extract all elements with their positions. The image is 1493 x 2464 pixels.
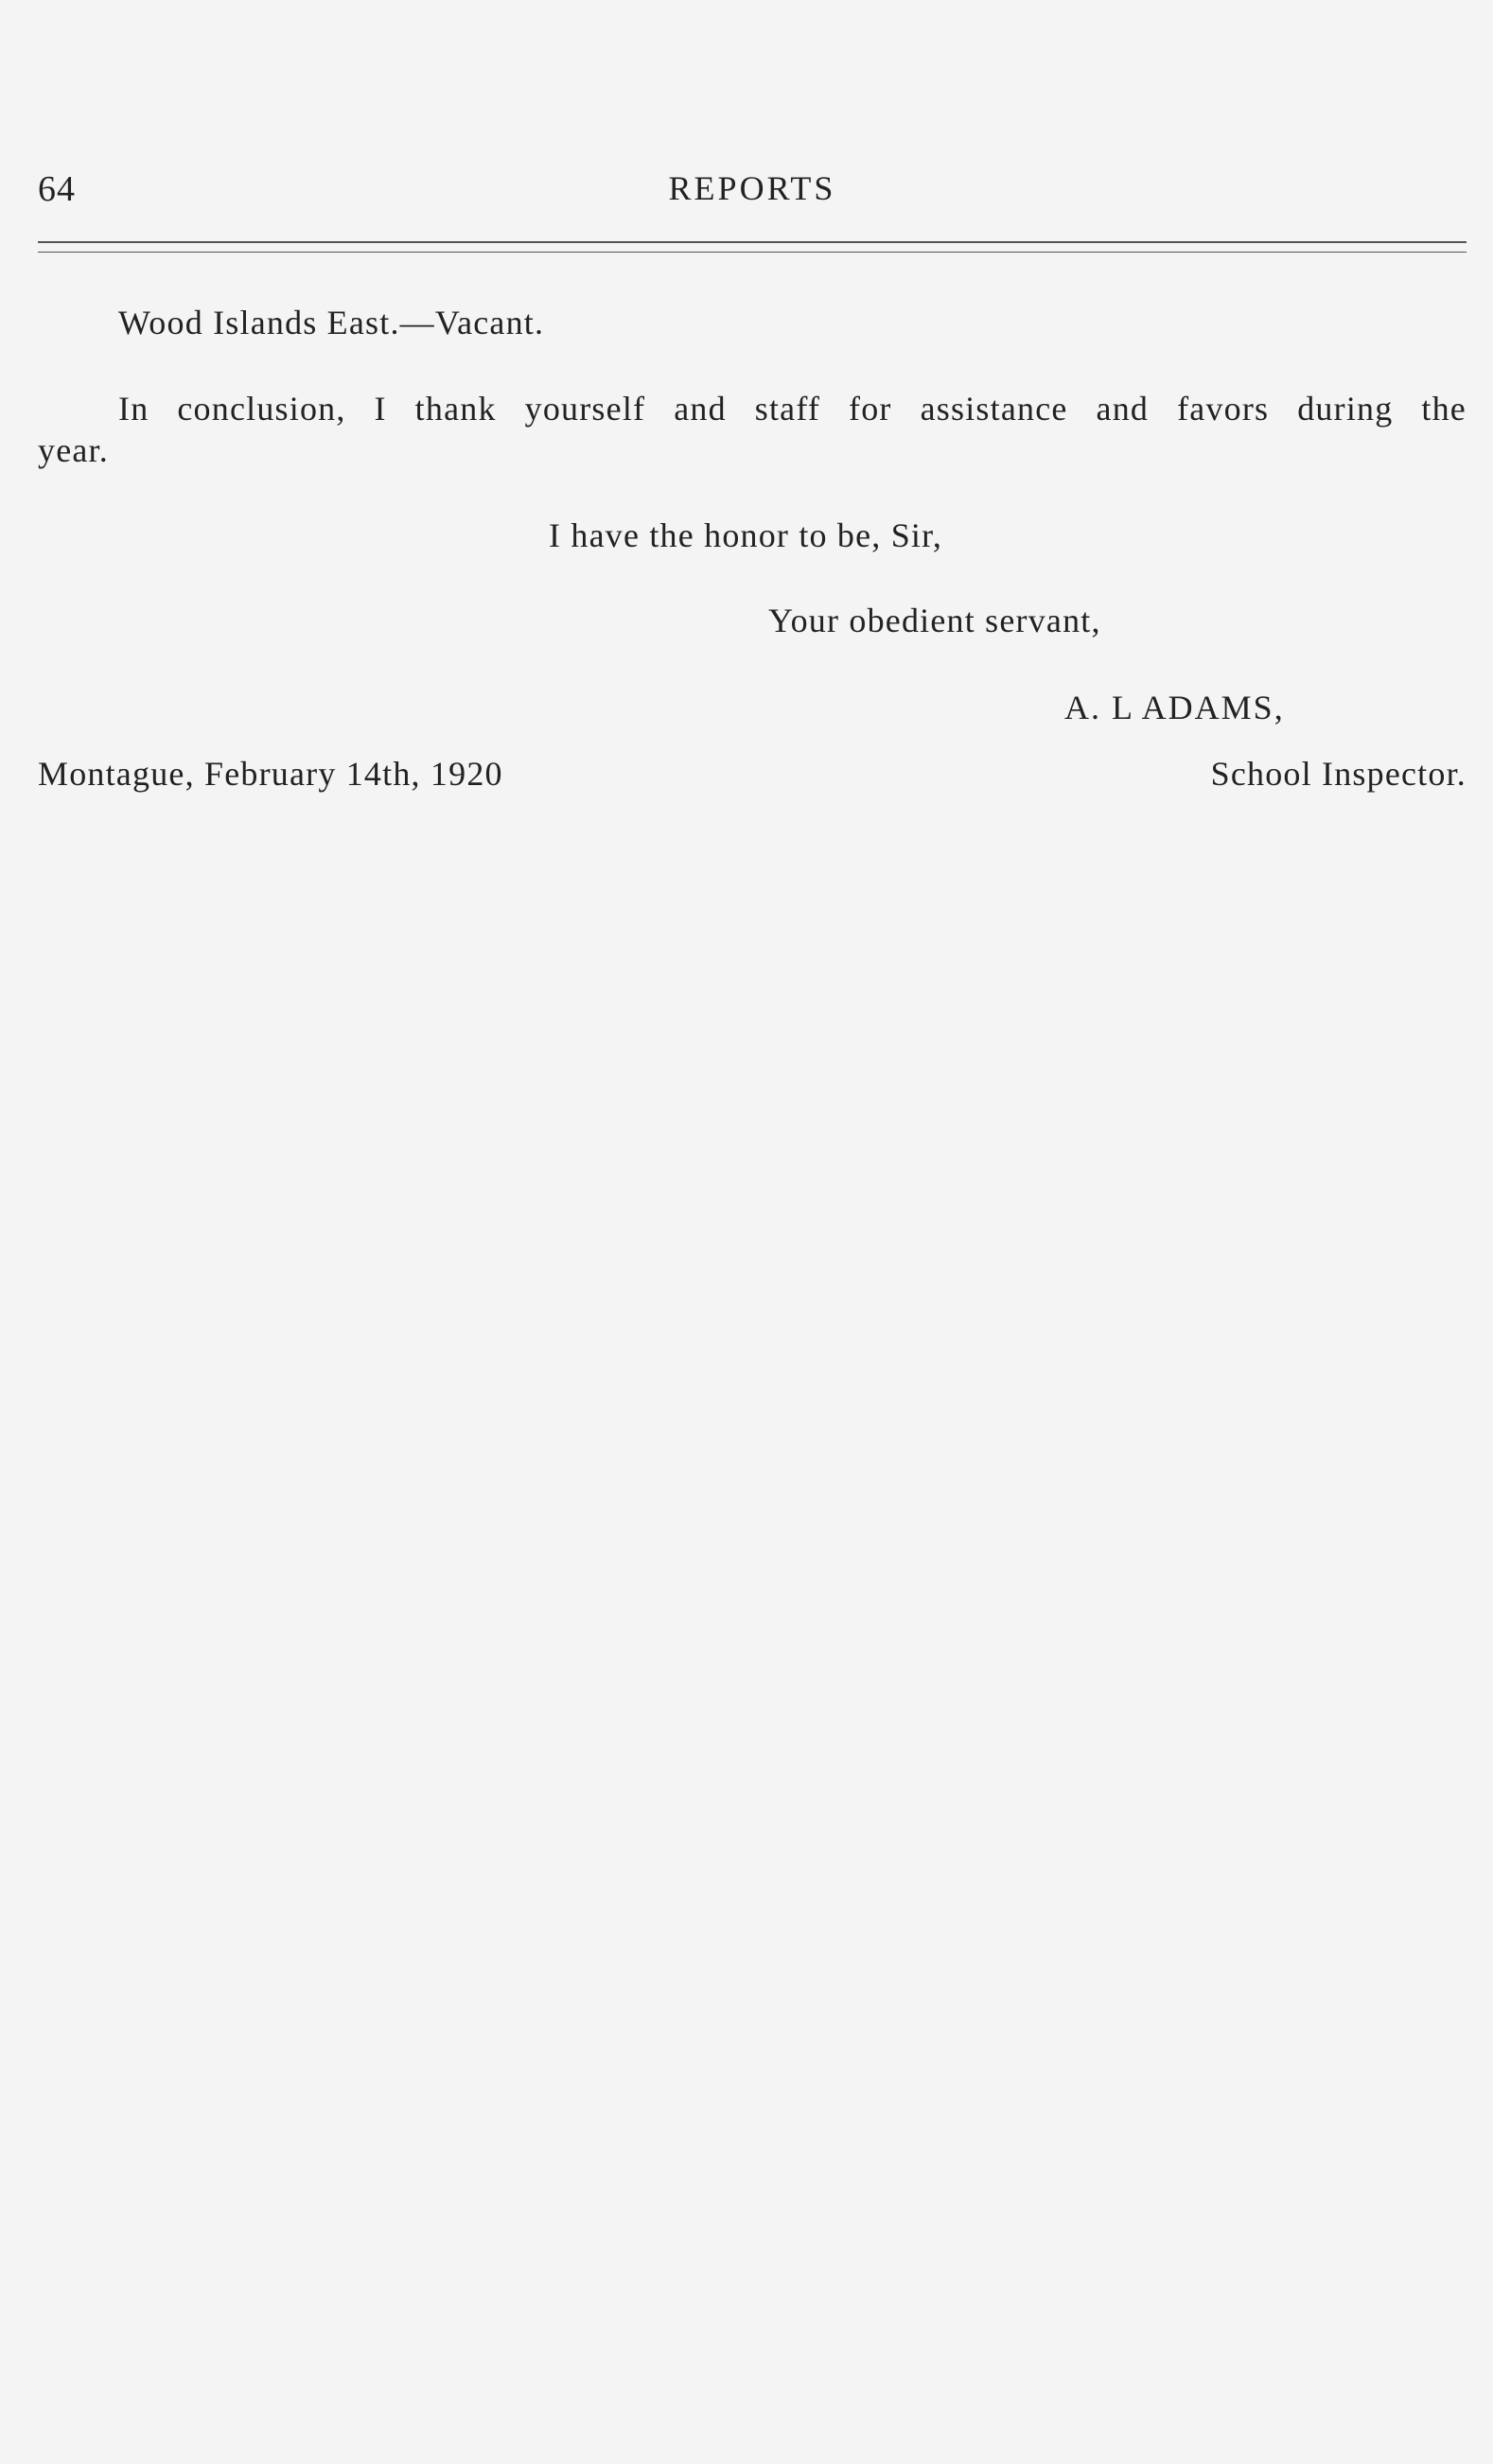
place-date: Montague, February 14th, 1920 bbox=[38, 755, 503, 793]
page-number: 64 bbox=[38, 169, 76, 209]
valediction-line: Your obedient servant, bbox=[768, 602, 1101, 639]
page-header bbox=[38, 168, 1467, 216]
header-rule-top bbox=[38, 241, 1467, 243]
header-rule-bottom bbox=[38, 252, 1467, 253]
conclusion-line-2: year. bbox=[38, 431, 109, 469]
signature-name: A. L ADAMS, bbox=[1064, 689, 1285, 726]
conclusion-line-1: In conclusion, I thank yourself and staff for assistance and favors during the bbox=[118, 390, 1467, 428]
closing-line: I have the honor to be, Sir, bbox=[549, 516, 943, 554]
signatory-title: School Inspector. bbox=[1210, 755, 1467, 793]
running-head: REPORTS bbox=[668, 169, 836, 207]
entry-line: Wood Islands East.—Vacant. bbox=[118, 304, 545, 341]
